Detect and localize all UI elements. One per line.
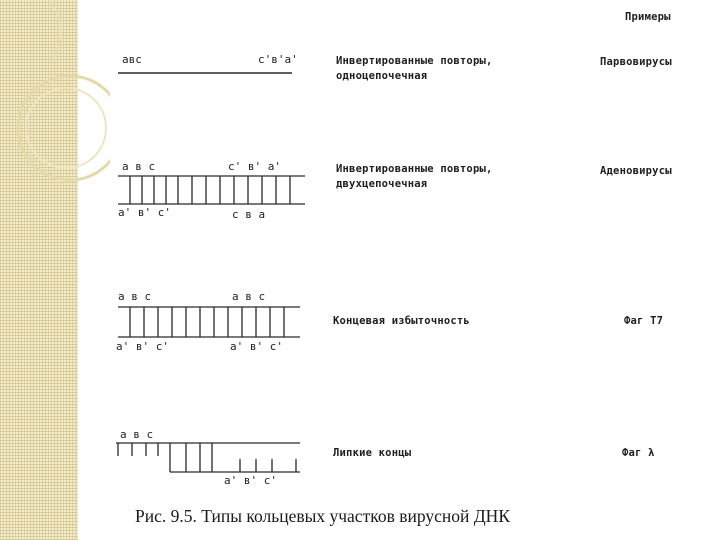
examples-header: Примеры	[625, 11, 671, 23]
row2-description-line2: двухцепочечная	[336, 178, 428, 190]
row3-description: Концевая избыточность	[333, 315, 470, 327]
row2-label-bottom-left: а' в' с'	[118, 206, 171, 219]
row4-example: Фаг λ	[622, 447, 655, 459]
row1-description-line2: одноцепочечная	[336, 70, 428, 82]
row1-label-right: с'в'а'	[258, 53, 298, 66]
row1-label-left: авс	[122, 53, 142, 66]
row3-label-top-right: а в с	[232, 290, 266, 303]
row2-label-top-left: а в с	[122, 160, 156, 173]
diagram-double-strand-inverted	[118, 176, 305, 204]
row2-label-top-right: с' в' а'	[228, 160, 281, 173]
figure-caption: Рис. 9.5. Типы кольцевых участков вирусной ДНК	[135, 506, 510, 526]
row3-label-bottom-left: а' в' с'	[116, 340, 169, 353]
row2-example: Аденовирусы	[600, 165, 672, 177]
diagram-terminal-redundancy	[118, 307, 300, 337]
row2-label-bottom-right: с в а	[232, 208, 266, 221]
row4-label-bottom: а' в' с'	[224, 474, 277, 487]
row3-example: Фаг Т7	[624, 315, 664, 327]
row2-description-line1: Инвертированные повторы,	[336, 163, 493, 175]
row4-description: Липкие концы	[333, 447, 412, 459]
row1-example: Парвовирусы	[600, 56, 672, 68]
diagram-sticky-ends	[116, 443, 300, 472]
row1-description-line1: Инвертированные повторы,	[336, 55, 493, 67]
row3-label-bottom-right: а' в' с'	[230, 340, 283, 353]
row3-label-top-left: а в с	[118, 290, 152, 303]
row4-label-top: а в с	[120, 428, 154, 441]
